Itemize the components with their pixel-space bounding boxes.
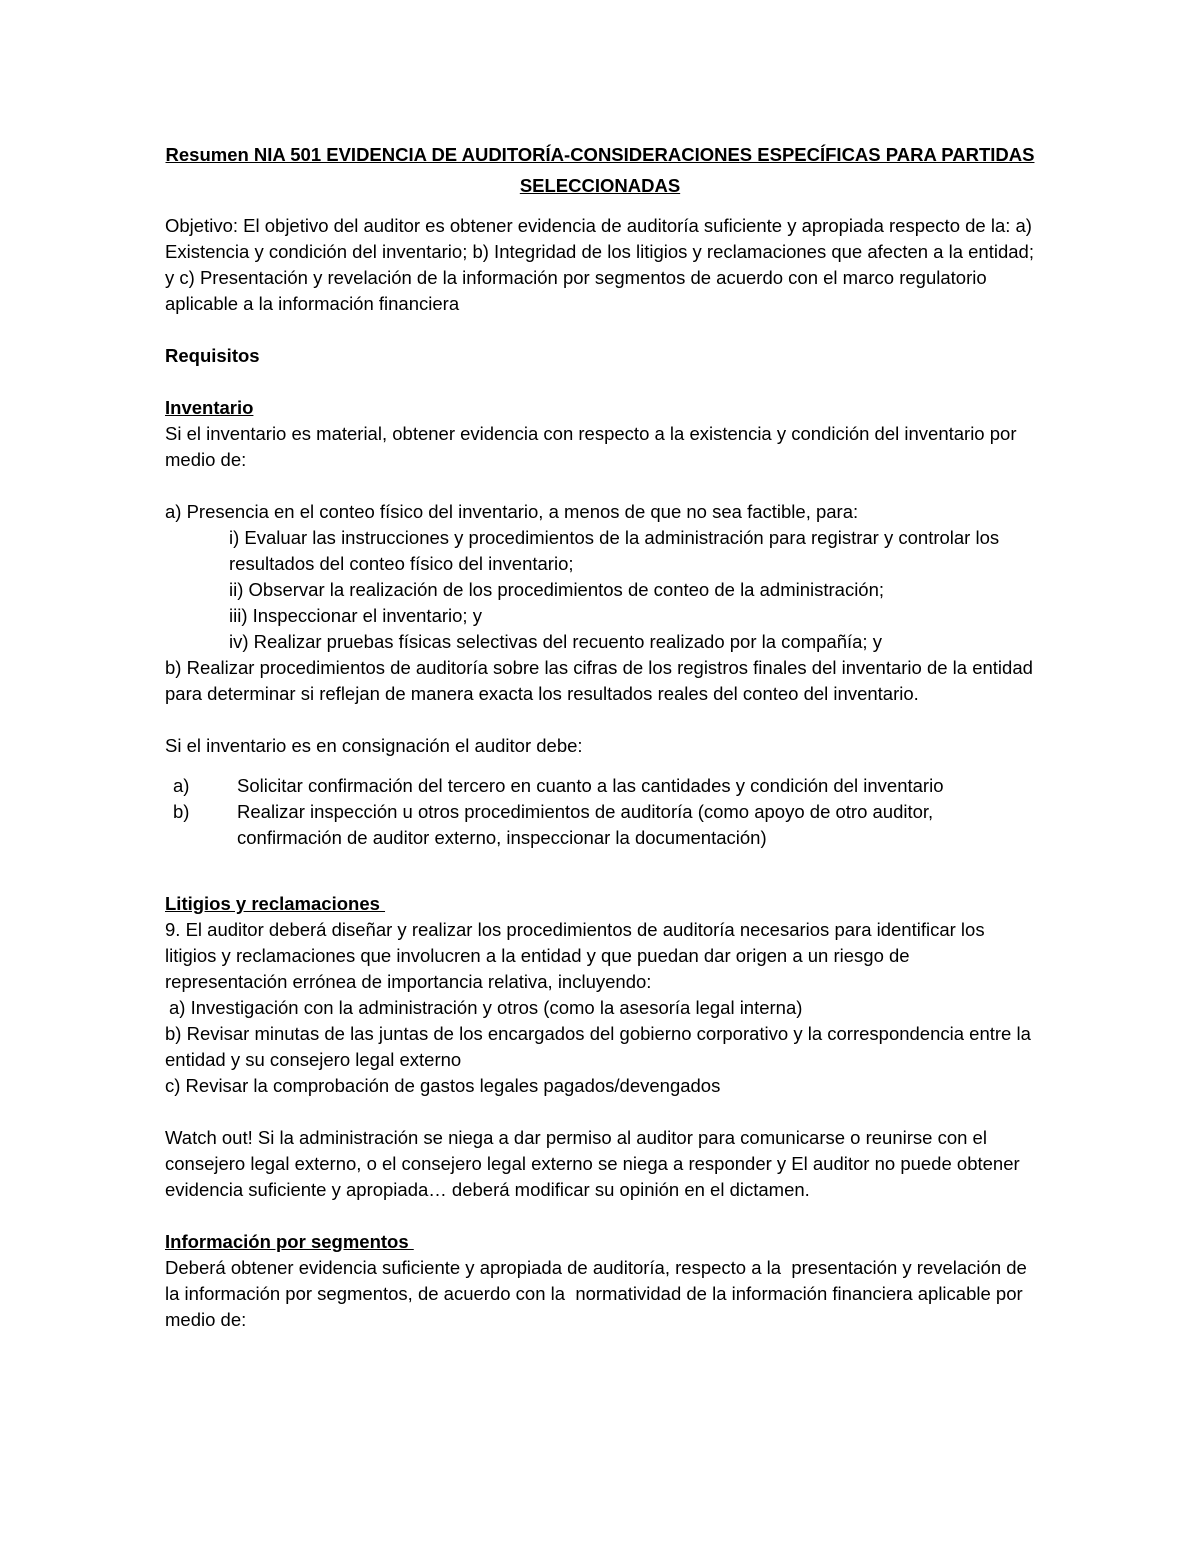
list-item — [165, 773, 1035, 799]
inventario-sub-i: i) Evaluar las instrucciones y procedimientos de la administración para registrar y controlar los resultados del conteo físico del inventario; — [229, 527, 1000, 574]
inventario-heading: Inventario — [165, 397, 254, 418]
inventario-sub-iv: iv) Realizar pruebas físicas selectivas del recuento realizado por la compañía; y — [229, 631, 882, 652]
list-marker: a) — [173, 775, 190, 796]
list-item-text: Solicitar confirmación del tercero en cuanto a las cantidades y condición del inventario — [237, 775, 944, 796]
litigios-item-c: c) Revisar la comprobación de gastos legales pagados/devengados — [165, 1075, 721, 1096]
list-marker: b) — [173, 801, 190, 822]
inventario-intro: Si el inventario es material, obtener evidencia con respecto a la existencia y condición del inventario por medio de: — [165, 423, 1017, 470]
litigios-item-a: a) Investigación con la administración y otros (como la asesoría legal interna) — [169, 997, 803, 1018]
document-title — [165, 139, 1035, 201]
inventario-sub-iii: iii) Inspeccionar el inventario; y — [229, 605, 482, 626]
consignacion-intro: Si el inventario es en consignación el auditor debe: — [165, 735, 583, 756]
requisitos-heading: Requisitos — [165, 345, 260, 366]
litigios-heading: Litigios y reclamaciones — [165, 893, 386, 914]
litigios-paragraph-9: 9. El auditor deberá diseñar y realizar los procedimientos de auditoría necesarios para identificar los litigios y reclamaciones que involucren a la entidad y que puedan dar origen a un riesgo de representación errónea de importancia relativa, incluyendo: — [165, 919, 985, 992]
objetivo-paragraph — [165, 213, 1035, 317]
inventario-item-a: a) Presencia en el conteo físico del inventario, a menos de que no sea factible, para: — [165, 501, 859, 522]
inventario-item-b: b) Realizar procedimientos de auditoría sobre las cifras de los registros finales del inventario de la entidad para determinar si reflejan de manera exacta los resultados reales del conteo del inventario. — [165, 657, 1033, 704]
document-body — [165, 139, 1035, 1333]
title-line-1: Resumen NIA 501 EVIDENCIA DE AUDITORÍA-CONSIDERACIONES ESPECÍFICAS PARA PARTIDAS — [165, 144, 1035, 165]
list-item — [165, 799, 1035, 851]
objetivo-label: Objetivo: — [165, 215, 239, 236]
inventario-sub-ii: ii) Observar la realización de los procedimientos de conteo de la administración; — [229, 579, 885, 600]
title-line-2: SELECCIONADAS — [519, 175, 681, 196]
segmentos-paragraph: Deberá obtener evidencia suficiente y apropiada de auditoría, respecto a la presentación y revelación de la información por segmentos, de acuerdo con la normatividad de la información financiera aplicable por medio de: — [165, 1257, 1032, 1330]
segmentos-heading: Información por segmentos — [165, 1231, 414, 1252]
list-item-text: Realizar inspección u otros procedimientos de auditoría (como apoyo de otro auditor, confirmación de auditor externo, inspeccionar la documentación) — [237, 801, 934, 848]
litigios-item-b: b) Revisar minutas de las juntas de los encargados del gobierno corporativo y la correspondencia entre la entidad y su consejero legal externo — [165, 1023, 1031, 1070]
objetivo-text: El objetivo del auditor es obtener evidencia de auditoría suficiente y apropiada respecto de la: a) Existencia y condición del inventario; b) Integridad de los litigios y reclamaciones que afecten a la entidad; y c) Presentación y revelación de la información por segmentos de acuerdo con el marco regulatorio aplicable a la información financiera — [165, 215, 1034, 314]
watch-out-paragraph: Watch out! Si la administración se niega a dar permiso al auditor para comunicarse o reunirse con el consejero legal externo, o el consejero legal externo se niega a responder y El auditor no puede obtener evidencia suficiente y apropiada… deberá modificar su opinión en el dictamen. — [165, 1127, 1020, 1200]
